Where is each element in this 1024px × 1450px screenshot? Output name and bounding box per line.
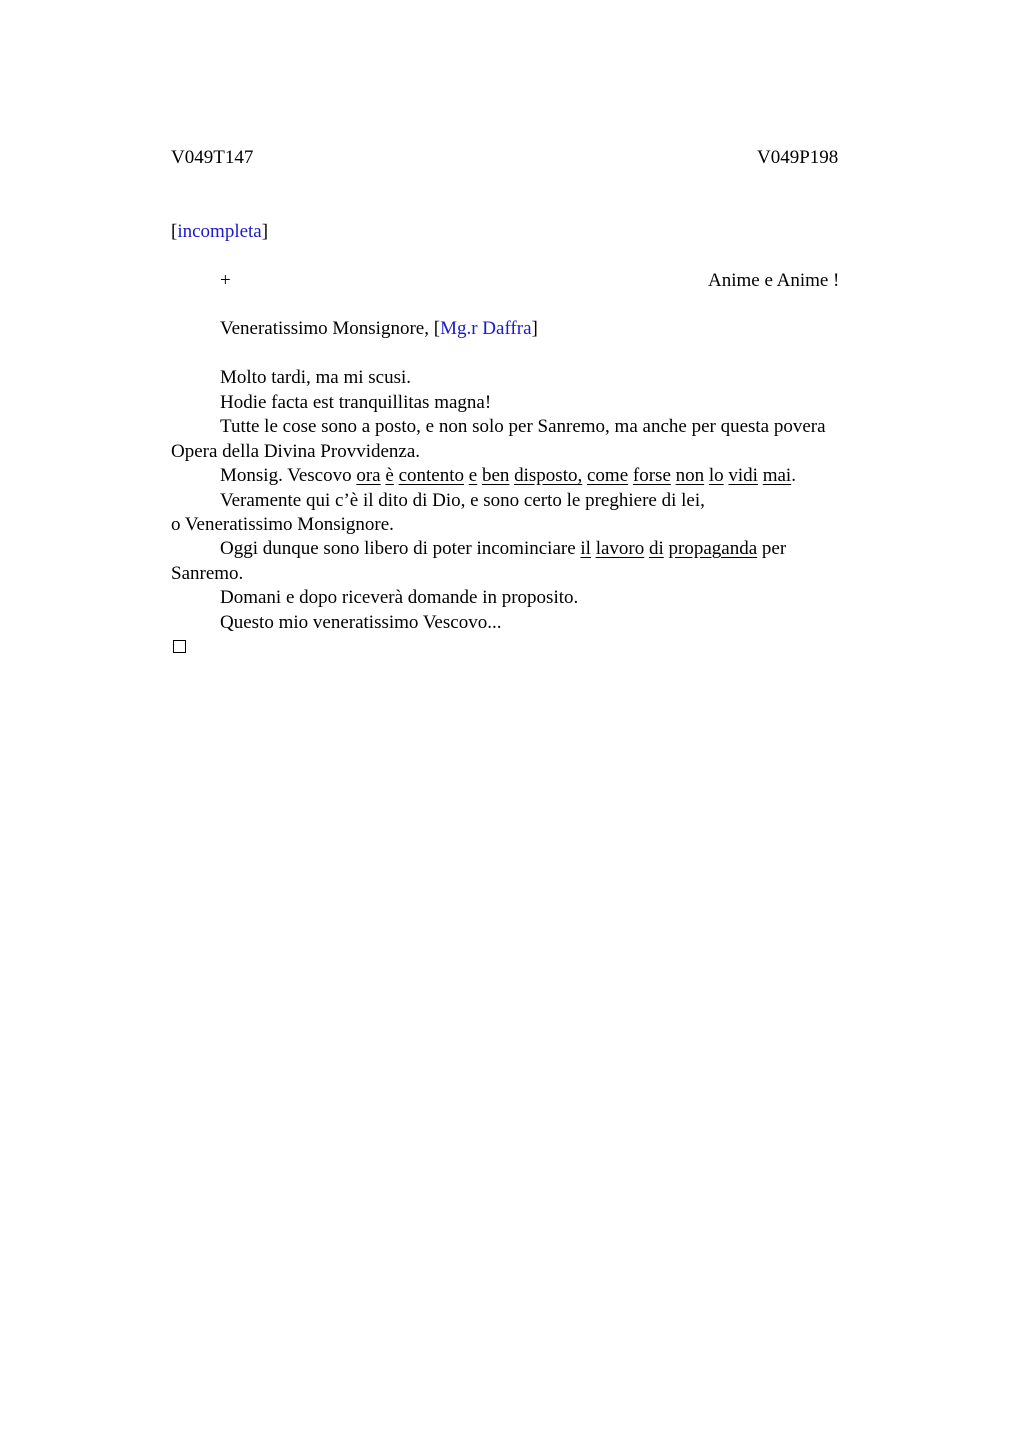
underlined-word: disposto, <box>514 465 583 486</box>
body-line: Opera della Divina Provvidenza. <box>171 441 421 462</box>
body-line: Veramente qui c’è il dito di Dio, e sono certo le preghiere di lei, <box>220 490 705 511</box>
underlined-word: forse <box>632 465 671 486</box>
body-line: Tutte le cose sono a posto, e non solo per Sanremo, ma anche per questa povera <box>220 416 826 437</box>
underlined-word: è <box>385 465 394 486</box>
body-line: Hodie facta est tranquillitas magna! <box>220 392 492 413</box>
body-line: Questo mio veneratissimo Vescovo... <box>220 612 502 633</box>
underlined-word: lo <box>708 465 724 486</box>
body-line: Domani e dopo riceverà domande in proposito. <box>220 587 579 608</box>
body-line: Molto tardi, ma mi scusi. <box>220 367 412 388</box>
salutation <box>220 318 538 340</box>
underlined-word: lavoro <box>595 538 645 559</box>
line-prefix: Monsig. Vescovo <box>220 465 352 486</box>
underlined-word: e <box>468 465 478 486</box>
bracket-close: ] <box>531 318 538 339</box>
recipient-name: Mg.r Daffra <box>440 318 532 339</box>
motto: Anime e Anime ! <box>708 270 840 291</box>
underlined-word: ben <box>481 465 510 486</box>
underlined-word: come <box>586 465 629 486</box>
underlined-word: contento <box>398 465 464 486</box>
document-code-right: V049P198 <box>757 147 839 168</box>
status-label: incompleta <box>177 221 262 242</box>
underlined-word: propaganda <box>668 538 758 559</box>
underlined-word: ora <box>356 465 381 486</box>
end-square-icon <box>173 640 186 653</box>
underlined-word: di <box>649 538 664 559</box>
body-line: o Veneratissimo Monsignore. <box>171 514 394 535</box>
body-line: Sanremo. <box>171 563 244 584</box>
underlined-word: mai <box>762 465 792 486</box>
line-prefix: Oggi dunque sono libero di poter incominciare <box>220 538 576 559</box>
cross-symbol: + <box>220 270 231 291</box>
body-line-underlined <box>220 465 796 487</box>
status-note <box>171 221 268 243</box>
line-suffix: per <box>761 538 787 559</box>
underlined-word: il <box>580 538 591 559</box>
salutation-text: Veneratissimo Monsignore, <box>220 318 429 339</box>
underlined-word: vidi <box>728 465 758 486</box>
bracket-close: ] <box>261 221 269 242</box>
underlined-word: non <box>675 465 705 486</box>
line-end: . <box>791 465 796 486</box>
bracket-open: [ <box>171 221 178 242</box>
body-line-underlined <box>220 538 786 560</box>
bracket-open: [ <box>433 318 441 339</box>
document-code-left: V049T147 <box>171 147 254 168</box>
